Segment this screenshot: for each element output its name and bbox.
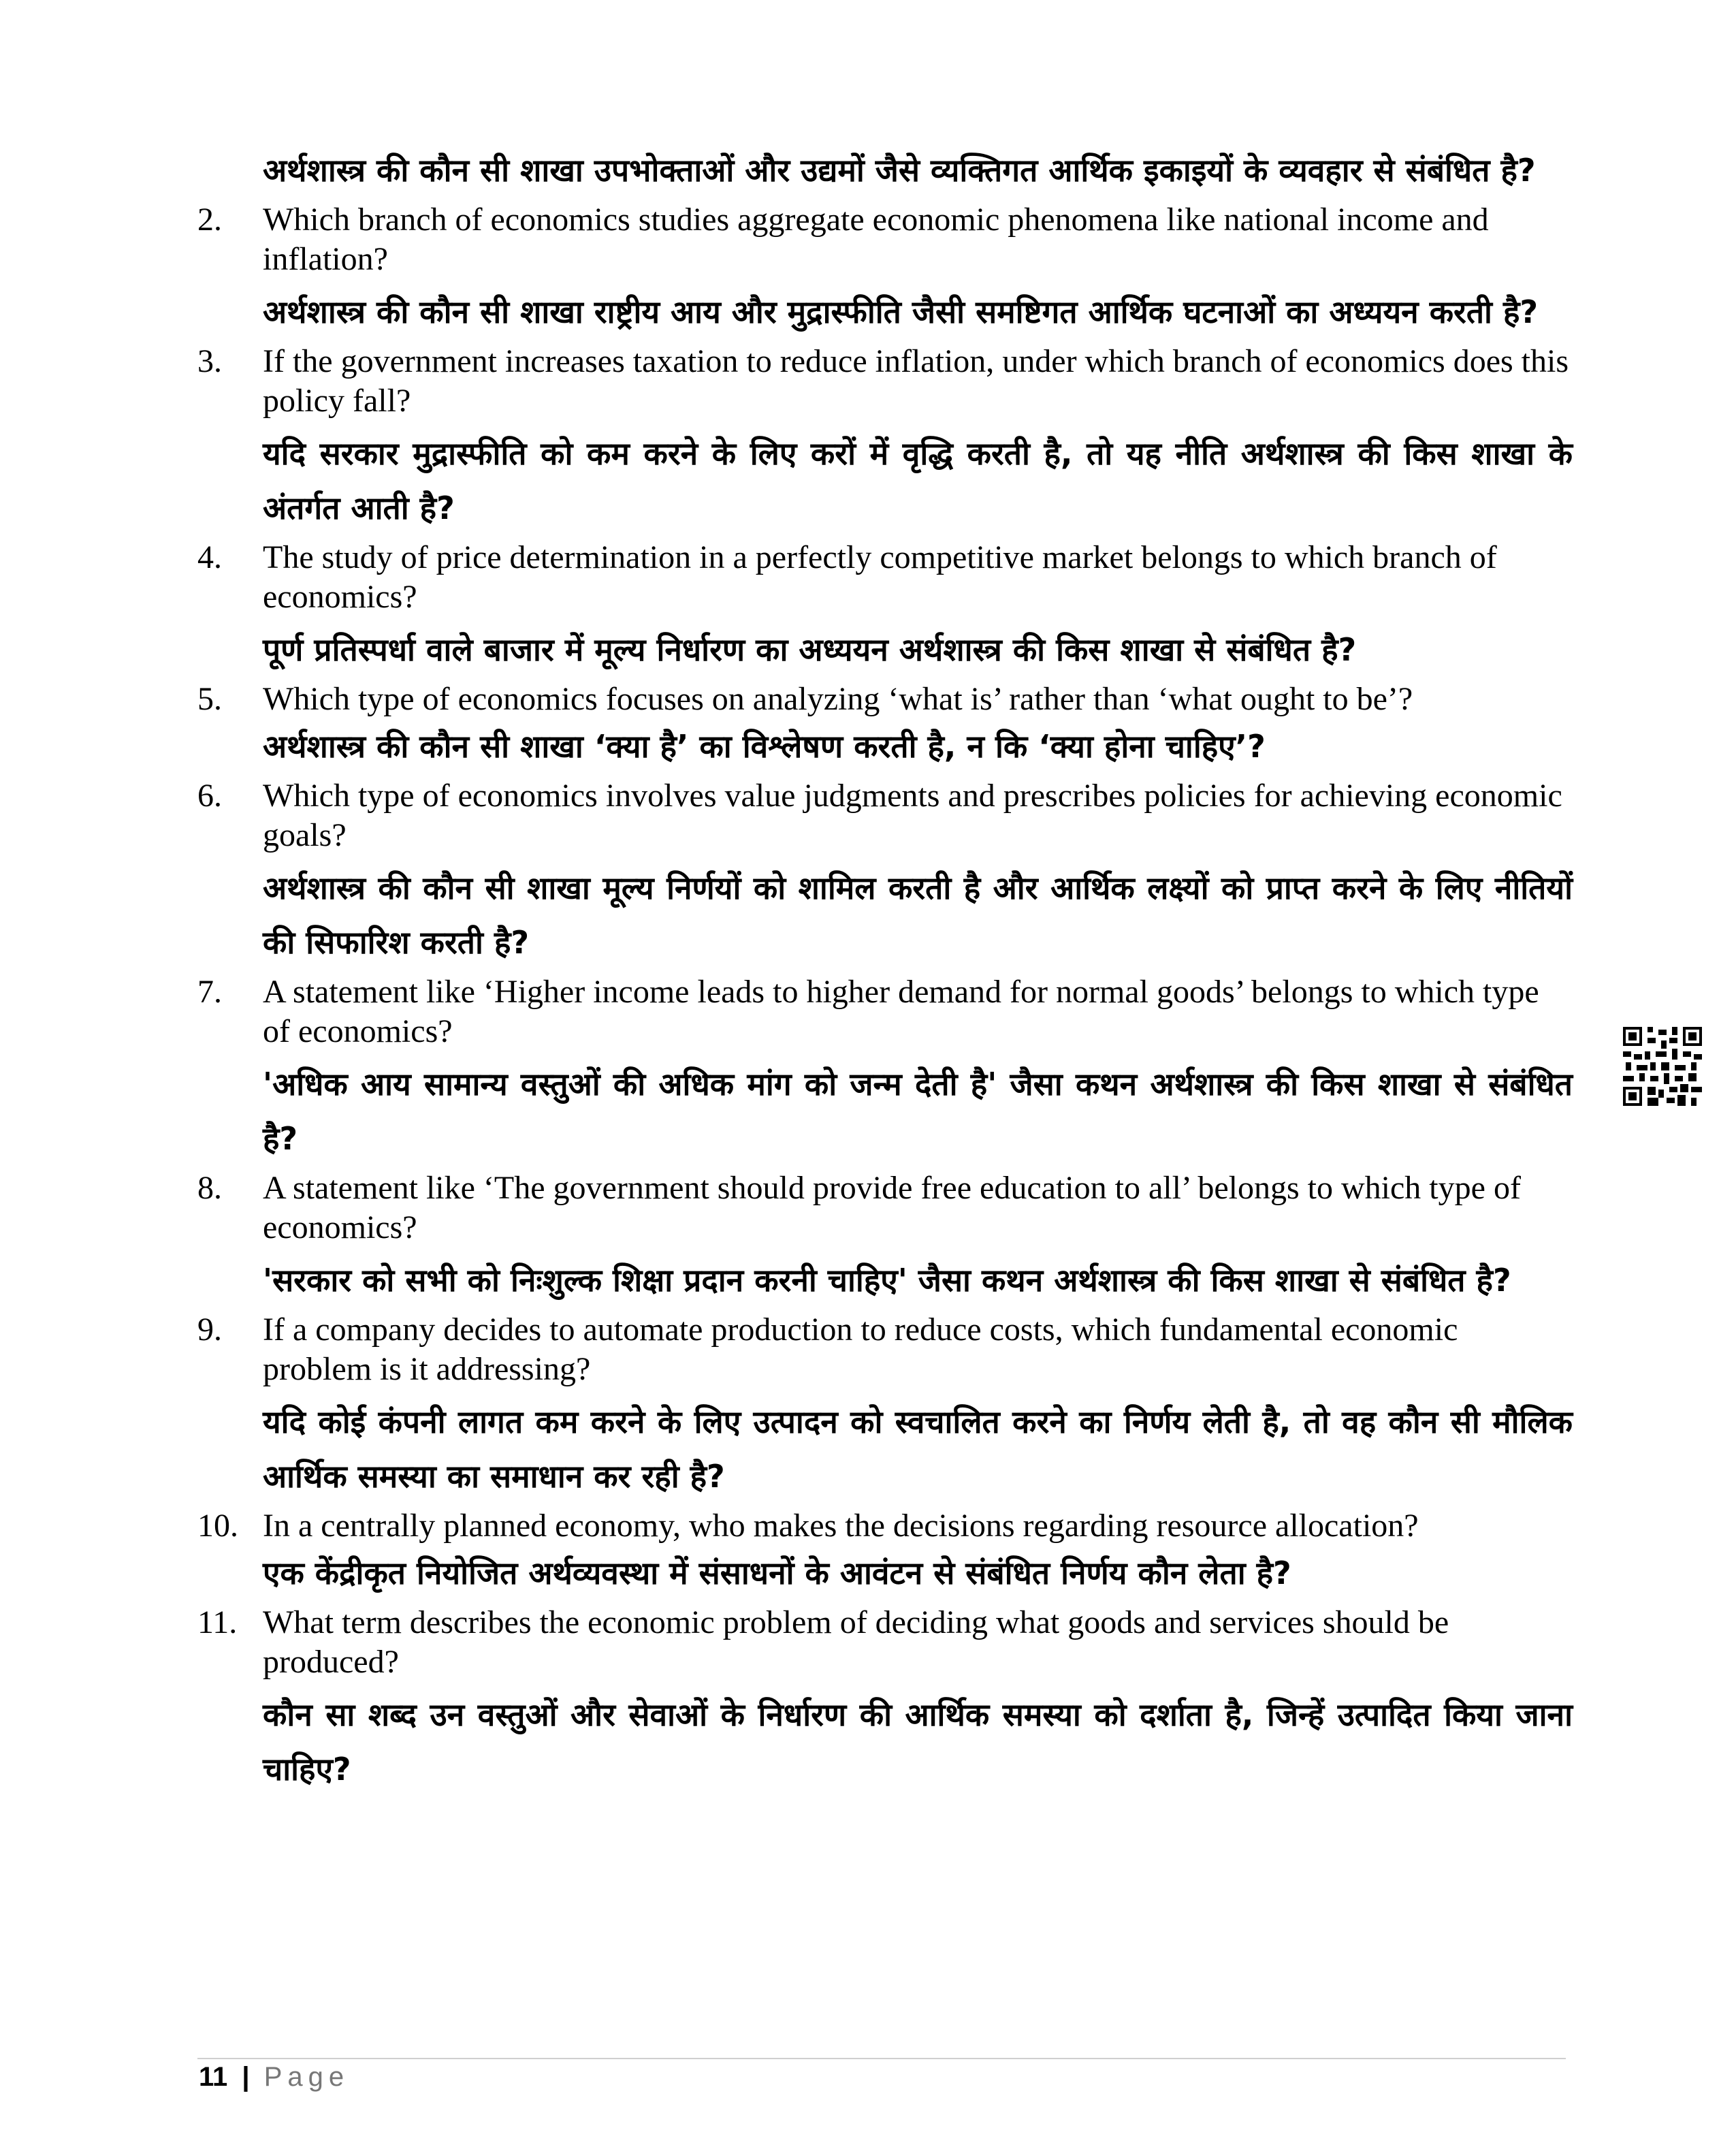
question-hindi: एक केंद्रीकृत नियोजित अर्थव्यवस्था में संसाधनों के आवंटन से संबंधित निर्णय कौन लेता है? — [263, 1555, 1291, 1591]
question-number: 6. — [197, 778, 222, 814]
question-number: 9. — [197, 1312, 222, 1348]
page-footer — [199, 2062, 349, 2093]
qr-code-icon — [1623, 1027, 1702, 1106]
question-item — [197, 200, 1573, 339]
question-english: If a company decides to automate production to reduce costs, which fundamental economic problem is it addressing? — [263, 1312, 1458, 1387]
question-number: 5. — [197, 681, 222, 717]
question-number: 11. — [197, 1604, 238, 1640]
question-item — [197, 680, 1573, 774]
question-item — [197, 143, 1573, 197]
question-item — [197, 1310, 1573, 1504]
question-item — [197, 342, 1573, 535]
footer-divider — [197, 2058, 1566, 2059]
footer-separator: | — [242, 2062, 250, 2092]
question-item — [197, 972, 1573, 1166]
question-english: A statement like ‘Higher income leads to higher demand for normal goods’ belongs to which type of economics? — [263, 974, 1539, 1049]
question-item — [197, 776, 1573, 970]
question-english: A statement like ‘The government should provide free education to all’ belongs to which type of economics? — [263, 1170, 1521, 1245]
question-number: 2. — [197, 202, 222, 238]
question-english: Which type of economics involves value judgments and prescribes policies for achieving economic goals? — [263, 778, 1562, 853]
question-item — [197, 1506, 1573, 1600]
question-number: 4. — [197, 539, 222, 575]
question-hindi: 'अधिक आय सामान्य वस्तुओं की अधिक मांग को जन्म देती है' जैसा कथन अर्थशास्त्र की किस शाखा से संबंधित है? — [263, 1066, 1573, 1157]
question-number: 7. — [197, 974, 222, 1010]
question-hindi: अर्थशास्त्र की कौन सी शाखा उपभोक्ताओं और उद्यमों जैसे व्यक्तिगत आर्थिक इकाइयों के व्यवहार से संबंधित है? — [263, 152, 1536, 189]
page-label: Page — [263, 2062, 350, 2092]
question-item — [197, 538, 1573, 677]
question-hindi: 'सरकार को सभी को निःशुल्क शिक्षा प्रदान करनी चाहिए' जैसा कथन अर्थशास्त्र की किस शाखा से संबंधित है? — [263, 1262, 1511, 1299]
question-number: 8. — [197, 1170, 222, 1206]
question-english: Which branch of economics studies aggregate economic phenomena like national income and inflation? — [263, 202, 1489, 277]
question-hindi: यदि सरकार मुद्रास्फीति को कम करने के लिए करों में वृद्धि करती है, तो यह नीति अर्थशास्त्र की किस शाखा के अंतर्गत आती है? — [263, 435, 1573, 526]
question-hindi: अर्थशास्त्र की कौन सी शाखा मूल्य निर्णयों को शामिल करती है और आर्थिक लक्ष्यों को प्राप्त करने के लिए नीतियों की सिफारिश करती है? — [263, 870, 1573, 961]
question-hindi: कौन सा शब्द उन वस्तुओं और सेवाओं के निर्धारण की आर्थिक समस्या को दर्शाता है, जिन्हें उत्पादित किया जाना चाहिए? — [263, 1696, 1573, 1788]
question-number: 10. — [197, 1508, 238, 1544]
question-hindi: अर्थशास्त्र की कौन सी शाखा राष्ट्रीय आय और मुद्रास्फीति जैसी समष्टिगत आर्थिक घटनाओं का अध्ययन करती है? — [263, 293, 1539, 330]
question-list — [197, 143, 1573, 1796]
question-hindi: यदि कोई कंपनी लागत कम करने के लिए उत्पादन को स्वचालित करने का निर्णय लेती है, तो वह कौन सी मौलिक आर्थिक समस्या का समाधान कर रही है? — [263, 1403, 1573, 1495]
question-hindi: पूर्ण प्रतिस्पर्धा वाले बाजार में मूल्य निर्धारण का अध्ययन अर्थशास्त्र की किस शाखा से संबंधित है? — [263, 631, 1357, 668]
question-item — [197, 1169, 1573, 1307]
question-english: In a centrally planned economy, who makes the decisions regarding resource allocation? — [263, 1508, 1419, 1544]
question-english: Which type of economics focuses on analyzing ‘what is’ rather than ‘what ought to be’? — [263, 681, 1413, 717]
page-number: 11 — [199, 2062, 228, 2092]
question-item — [197, 1603, 1573, 1796]
question-english: The study of price determination in a perfectly competitive market belongs to which branch of economics? — [263, 539, 1497, 615]
question-number: 3. — [197, 343, 222, 379]
question-english: What term describes the economic problem of deciding what goods and services should be produced? — [263, 1604, 1449, 1680]
question-english: If the government increases taxation to reduce inflation, under which branch of economics does this policy fall? — [263, 343, 1569, 419]
question-hindi: अर्थशास्त्र की कौन सी शाखा ‘क्या है’ का विश्लेषण करती है, न कि ‘क्या होना चाहिए’? — [263, 728, 1266, 765]
